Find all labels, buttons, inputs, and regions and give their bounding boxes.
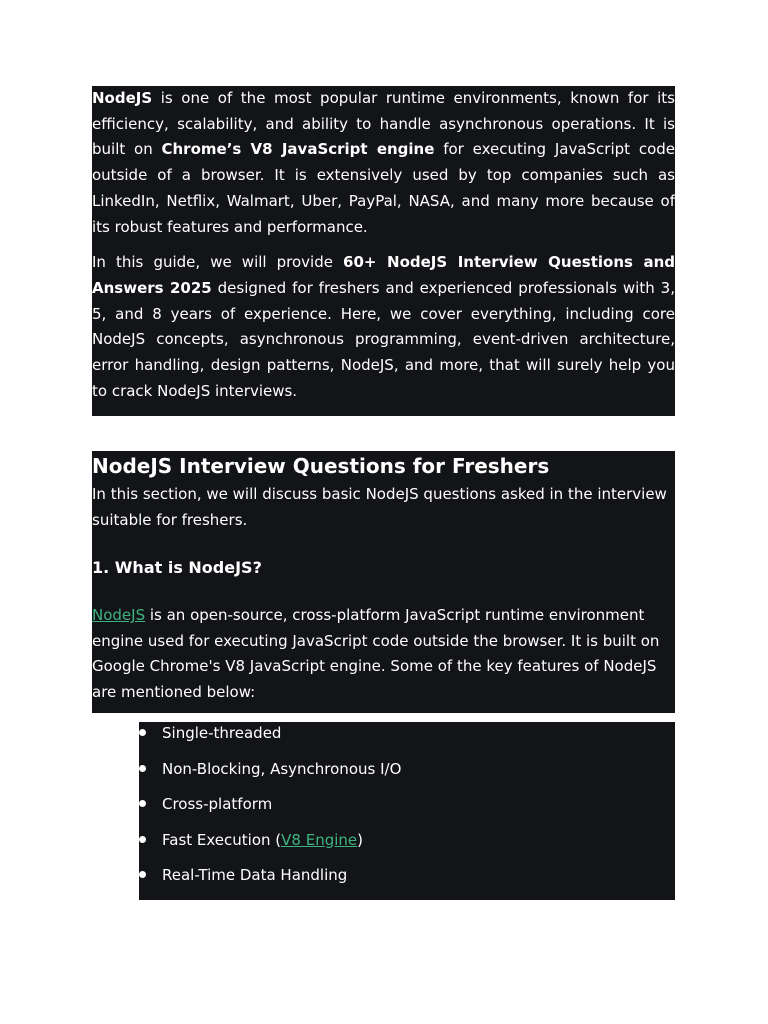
features-list (139, 722, 675, 900)
list-item (139, 793, 675, 829)
intro-p2-bold: 60+ NodeJS Interview Questions and Answers 2025 (92, 253, 675, 297)
bullet-icon (139, 765, 146, 772)
list-item-text-after: ) (357, 830, 363, 849)
list-item-text: Single-threaded (162, 724, 282, 742)
list-item (139, 758, 675, 794)
intro-p1-text-2: for executing JavaScript code outside of a browser. It is extensively used by top companies such as LinkedIn, Netflix, Walmart, Uber, PayPal, NASA, and many more because of its robust features and performance. (92, 140, 675, 236)
intro-p1-bold-v8: Chrome’s V8 JavaScript engine (161, 140, 435, 159)
list-item (139, 864, 675, 900)
intro-block (92, 86, 675, 416)
features-list-block (139, 722, 675, 900)
intro-p2-text-2: designed for freshers and experienced professionals with 3, 5, and 8 years of experience. Here, we cover everything, including core NodeJS concepts, asynchronous programming, event-driven architecture, error handling, design patterns, NodeJS, and more, that will surely help you to crack NodeJS interviews. (92, 278, 675, 400)
list-item-text: Cross-platform (162, 795, 273, 813)
list-item-text: Fast Execution ( (162, 830, 282, 849)
answer-text: is an open-source, cross-platform JavaScript runtime environment engine used for executing JavaScript code outside the browser. It is built on Google Chrome's V8 JavaScript engine. Some of the key features of NodeJS are mentioned below: (92, 606, 660, 702)
section-heading: NodeJS Interview Questions for Freshers (92, 454, 550, 478)
v8-engine-link[interactable]: V8 Engine (281, 830, 358, 849)
nodejs-link[interactable]: NodeJS (92, 606, 146, 624)
section-lead: In this section, we will discuss basic NodeJS questions asked in the interview suitable for freshers. (92, 485, 667, 529)
bullet-icon (139, 729, 146, 736)
bullet-icon (139, 836, 146, 843)
bullet-icon (139, 800, 146, 807)
intro-p1-text-1: is one of the most popular runtime environments, known for its efficiency, scalability, and ability to handle asynchronous operations. It is built on (92, 89, 675, 159)
freshers-section (92, 451, 675, 713)
list-item-text: Non-Blocking, Asynchronous I/O (162, 759, 402, 778)
question-heading: 1. What is NodeJS? (92, 558, 262, 577)
list-item (139, 722, 675, 758)
answer-paragraph (92, 603, 675, 706)
bullet-icon (139, 871, 146, 878)
intro-p2-text-1: In this guide, we will provide (92, 253, 344, 272)
list-item-text: Real-Time Data Handling (162, 866, 348, 884)
intro-p1-bold-nodejs: NodeJS (92, 89, 153, 107)
list-item (139, 829, 675, 865)
intro-paragraph-2 (92, 250, 675, 404)
intro-paragraph-1 (92, 86, 675, 240)
